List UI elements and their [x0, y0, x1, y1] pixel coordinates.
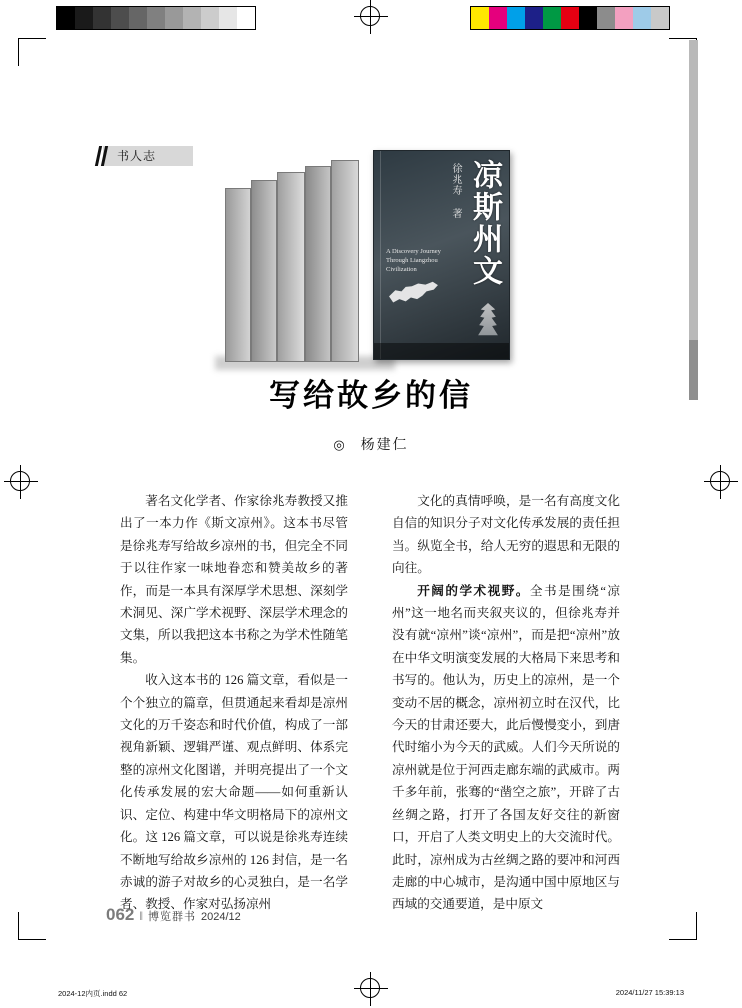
folio-separator: ‖: [139, 908, 144, 923]
grey-swatch: [183, 7, 201, 29]
cover-author: 徐兆寿 著: [450, 163, 461, 219]
cover-title: 凉斯州文: [468, 159, 501, 287]
body-column-right: [392, 490, 620, 916]
registration-mark-bottom: [354, 972, 388, 1006]
print-slug-left: 2024-12内页.indd 62: [58, 989, 128, 998]
grey-swatch: [147, 7, 165, 29]
paragraph: 著名文化学者、作家徐兆寿教授又推出了一本力作《斯文凉州》。这本书尽管是徐兆寿写给故乡凉州的书，但完全不同于以往作家一味地眷恋和赞美故乡的著作，而是一本具有深厚学术思想、深刻学术洞见、深广学术视野、深层学术理念的文集，所以我把这本书称之为学术性随笔集。: [120, 494, 348, 665]
grey-swatch: [165, 7, 183, 29]
byline-mark-icon: ◎: [333, 437, 347, 452]
color-swatch: [543, 7, 561, 29]
paragraph: 开阔的学术视野。全书是围绕“凉州”这一地名而夹叙夹议的，但徐兆寿并没有就“凉州”谈“凉州”，而是把“凉州”放在中华文明演变发展的大格局下来思考和书写的。他认为，历史上的凉州，是一个变动不居的概念，凉州初立时在汉代，比今天的甘肃还要大，此后慢慢变小，到唐代时缩小为今天的武威。人们今天所说的凉州就是位于河西走廊东端的武威市。两千多年前，张骞的“凿空之旅”，开辟了古丝绸之路，打开了各国友好交往的新窗口，开启了人类文明史上的大交流时代。此时，凉州成为古丝绸之路的要冲和河西走廊的中心城市，是沟通中国中原地区与西域的交通要道，是中原文: [392, 583, 621, 912]
page-number: 062: [106, 905, 135, 924]
color-swatch: [489, 7, 507, 29]
page-title: 写给故乡的信: [269, 378, 473, 413]
section-tag-bars-icon: [97, 146, 111, 166]
book-spine: [331, 160, 359, 362]
grey-swatch: [75, 7, 93, 29]
color-swatch: [507, 7, 525, 29]
grey-swatch: [57, 7, 75, 29]
byline: [0, 434, 742, 454]
magazine-name: 博览群书: [148, 911, 197, 923]
color-calibration-bar: [470, 6, 670, 30]
issue-date: 2024/12: [201, 911, 241, 923]
grey-swatch: [219, 7, 237, 29]
cover-spine-line: [380, 151, 381, 359]
color-swatch: [471, 7, 489, 29]
book-spine: [251, 180, 277, 362]
grey-swatch: [111, 7, 129, 29]
color-swatch: [651, 7, 669, 29]
grey-swatch: [129, 7, 147, 29]
section-tag: [103, 146, 193, 166]
book-cover: [373, 150, 510, 360]
article-body: [120, 490, 621, 912]
flying-horse-icon: [388, 279, 440, 307]
paragraph: 收入这本书的 126 篇文章，看似是一个个独立的篇章，但贯通起来看却是凉州文化的万千姿态和时代价值，构成了一部视角新颖、逻辑严谨、观点鲜明、体系完整的凉州文化图谱，并明亮提出了一个文化传承发展的宏大命题——如何重新认识、定位、构建中华文明格局下的凉州文化。这 126 篇文章，可以说是徐兆寿连续不断地写给故乡凉州的 126 封信，是一名赤诚的游子对故乡的心灵独白，是一名学者、教授、作家对弘扬凉州: [120, 673, 348, 912]
grey-swatch: [201, 7, 219, 29]
color-swatch: [597, 7, 615, 29]
color-swatch: [615, 7, 633, 29]
crop-mark: [696, 912, 697, 940]
registration-mark-left: [4, 465, 38, 499]
color-swatch: [561, 7, 579, 29]
section-tag-label: 书人志: [117, 149, 157, 163]
crop-mark: [18, 38, 19, 66]
grey-swatch: [93, 7, 111, 29]
body-column-left: [120, 490, 348, 916]
registration-mark-right: [704, 465, 738, 499]
edge-tint-bar: [689, 40, 698, 340]
folio: [106, 905, 241, 925]
grey-swatch: [237, 7, 255, 29]
crop-mark: [18, 939, 46, 940]
print-slug-right: 2024/11/27 15:39:13: [615, 988, 684, 997]
cover-bottom-band: [374, 343, 509, 359]
color-swatch: [633, 7, 651, 29]
crop-mark: [18, 912, 19, 940]
hero-photo: [205, 150, 625, 365]
crop-mark: [669, 38, 697, 39]
grey-calibration-bar: [56, 6, 256, 30]
byline-author: 杨建仁: [360, 438, 409, 453]
book-spine: [305, 166, 331, 362]
registration-mark-top: [354, 0, 388, 34]
paragraph: 文化的真情呼唤，是一名有高度文化自信的知识分子对文化传承发展的责任担当。纵览全书，给人无穷的遐思和无限的向往。: [392, 494, 620, 576]
crop-mark: [669, 939, 697, 940]
crop-mark: [18, 38, 46, 39]
color-swatch: [525, 7, 543, 29]
book-spine: [277, 172, 305, 362]
cover-subtitle: A Discovery Journey Through Liangzhou Civilization: [386, 248, 441, 273]
color-swatch: [579, 7, 597, 29]
book-spine: [225, 188, 251, 362]
